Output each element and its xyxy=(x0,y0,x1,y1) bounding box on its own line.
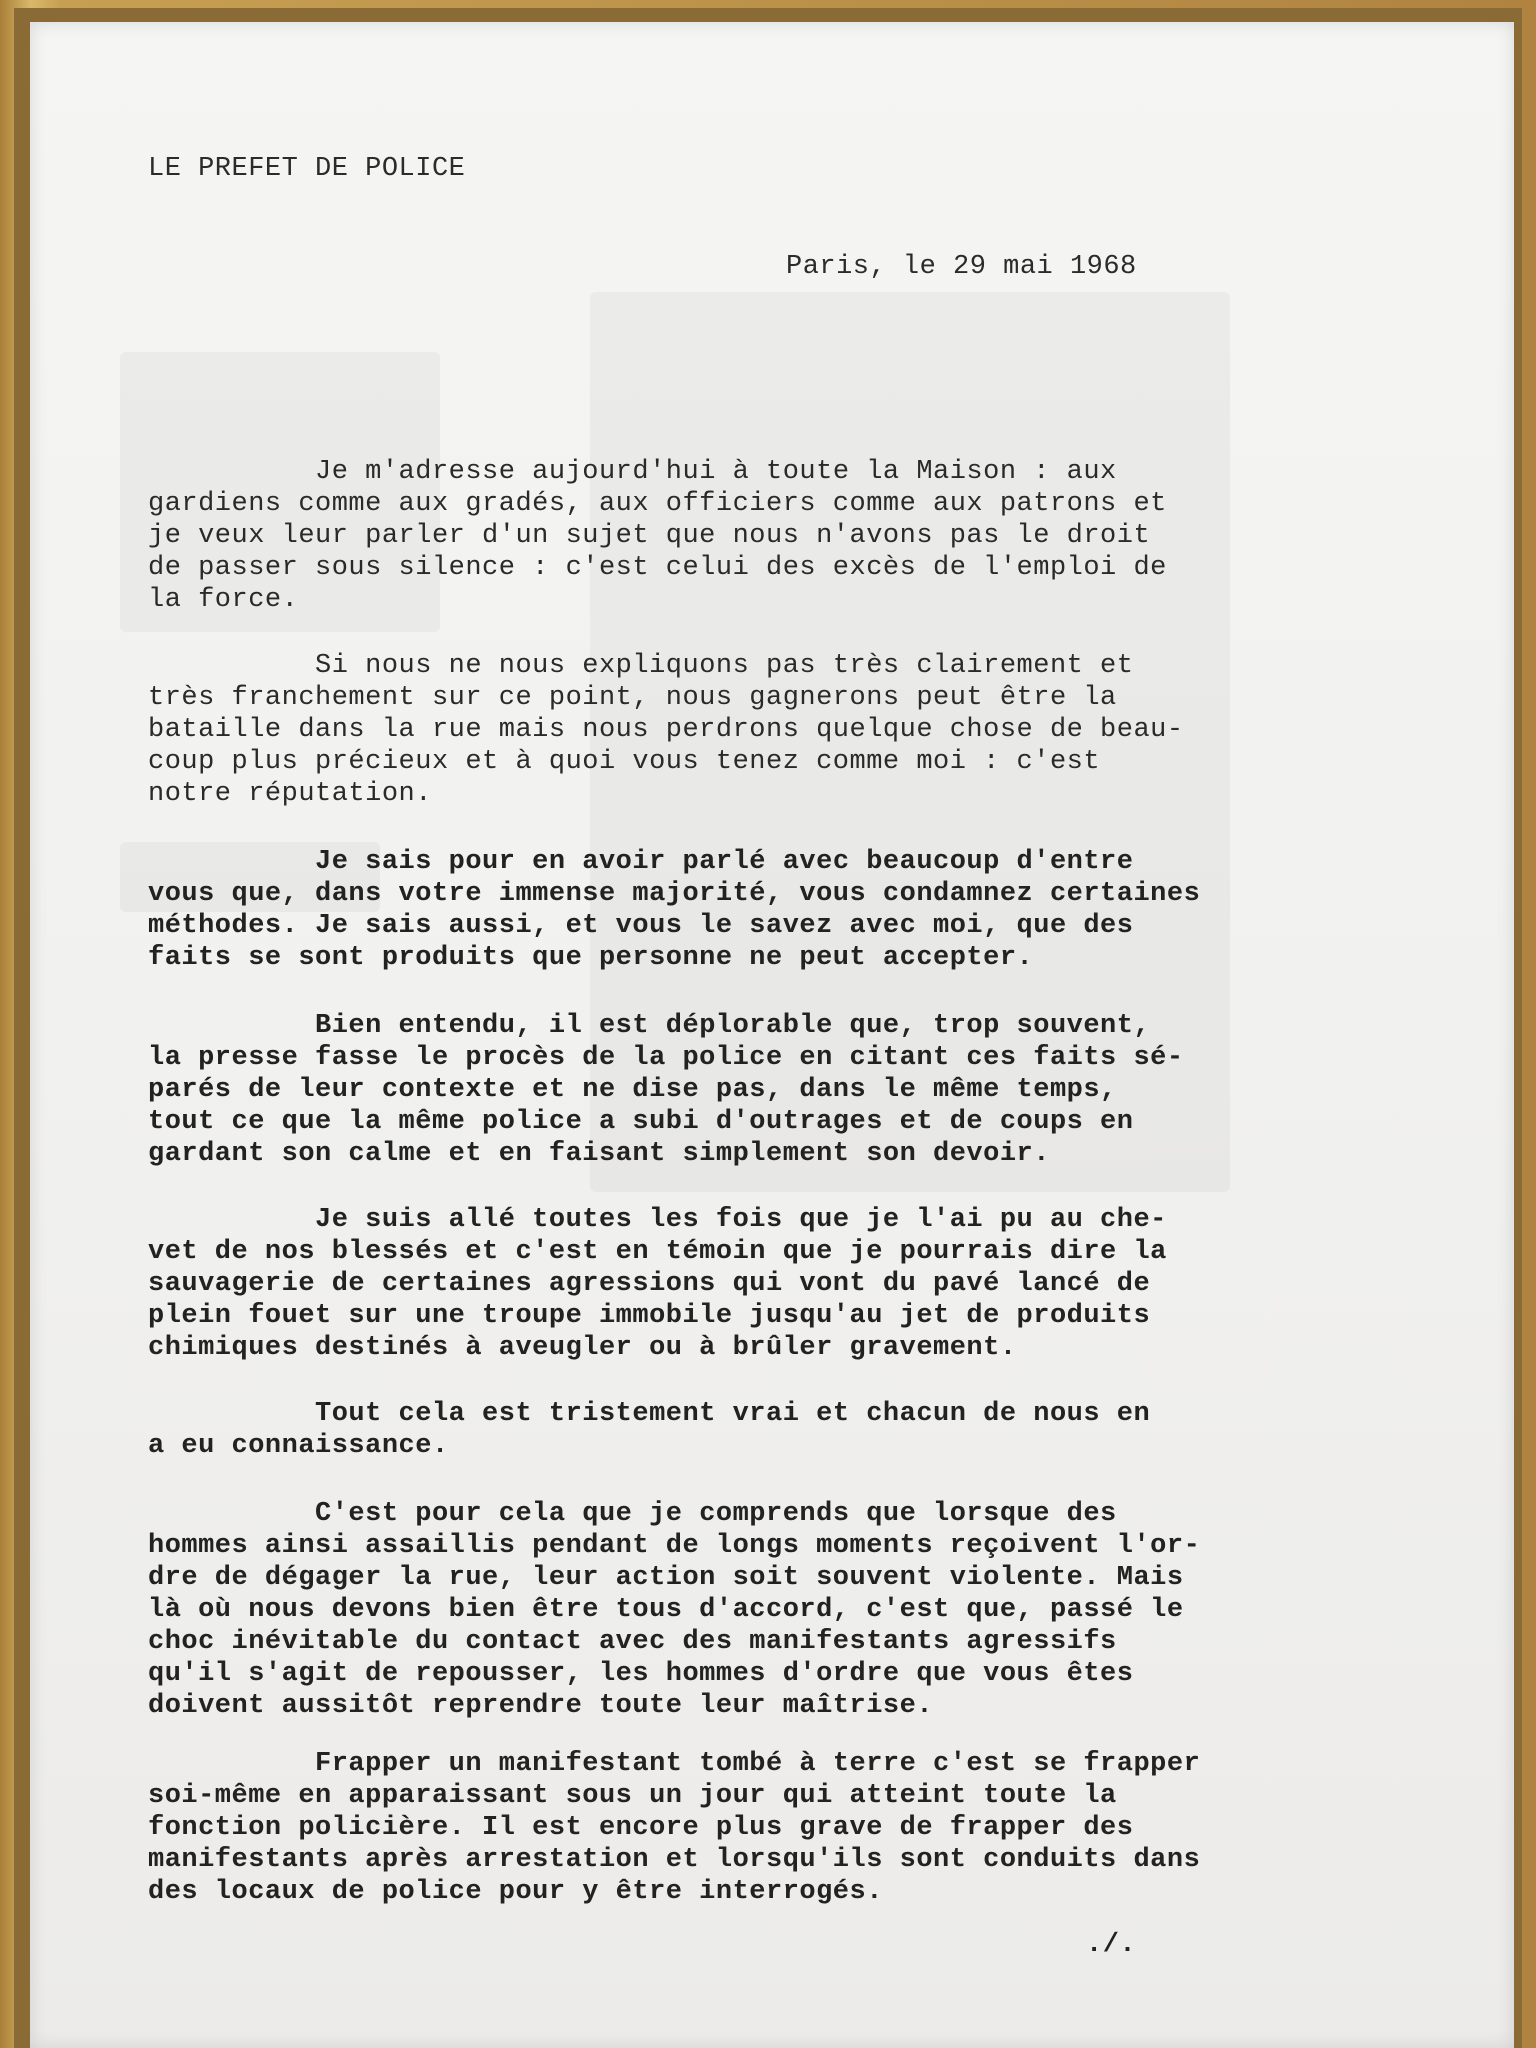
continuation-mark: ./. xyxy=(1086,1930,1137,1960)
paragraph-8: Frapper un manifestant tombé à terre c'est se frapper soi-même en apparaissant sous un jour qui atteint toute la fonction policière. Il est encore plus grave de frapper des manifestants après arrestation et lorsqu'ils sont conduits dans des locaux de police pour y être interrogés. xyxy=(148,1749,1201,1907)
letter-date: Paris, le 29 mai 1968 xyxy=(786,252,1137,282)
letter-header: LE PREFET DE POLICE xyxy=(148,154,466,184)
paragraph-7: C'est pour cela que je comprends que lorsque des hommes ainsi assaillis pendant de longs moments reçoivent l'or- dre de dégager la rue, leur action soit souvent violente. Mais là où nous devons bien être tous d'accord, c'est que, passé le choc inévitable du contact avec des manifestants agressifs qu'il s'agit de repousser, les hommes d'ordre que vous êtes doivent aussitôt reprendre toute leur maîtrise. xyxy=(148,1499,1201,1721)
letter-body xyxy=(30,22,1514,2048)
paragraph-4: Bien entendu, il est déplorable que, trop souvent, la presse fasse le procès de la police en citant ces faits sé- parés de leur contexte et ne dise pas, dans le même temps, tout ce que la même police a subi d'outrages et de coups en gardant son calme et en faisant simplement son devoir. xyxy=(148,1011,1184,1169)
paragraph-3: Je sais pour en avoir parlé avec beaucoup d'entre vous que, dans votre immense majorité, vous condamnez certaines méthodes. Je sais aussi, et vous le savez avec moi, que des faits se sont produits que personne ne peut accepter. xyxy=(148,847,1201,973)
paragraph-2: Si nous ne nous expliquons pas très clairement et très franchement sur ce point, nous gagnerons peut être la bataille dans la rue mais nous perdrons quelque chose de beau- coup plus précieux et à quoi vous tenez comme moi : c'est notre réputation. xyxy=(148,651,1184,809)
paragraph-5: Je suis allé toutes les fois que je l'ai pu au che- vet de nos blessés et c'est en témoin que je pourrais dire la sauvagerie de certaines agressions qui vont du pavé lancé de plein fouet sur une troupe immobile jusqu'au jet de produits chimiques destinés à aveugler ou à brûler gravement. xyxy=(148,1205,1167,1363)
paragraph-1: Je m'adresse aujourd'hui à toute la Maison : aux gardiens comme aux gradés, aux officiers comme aux patrons et je veux leur parler d'un sujet que nous n'avons pas le droit de passer sous silence : c'est celui des excès de l'emploi de la force. xyxy=(148,457,1167,615)
letter-paper xyxy=(30,22,1514,2048)
paragraph-6: Tout cela est tristement vrai et chacun de nous en a eu connaissance. xyxy=(148,1399,1151,1461)
